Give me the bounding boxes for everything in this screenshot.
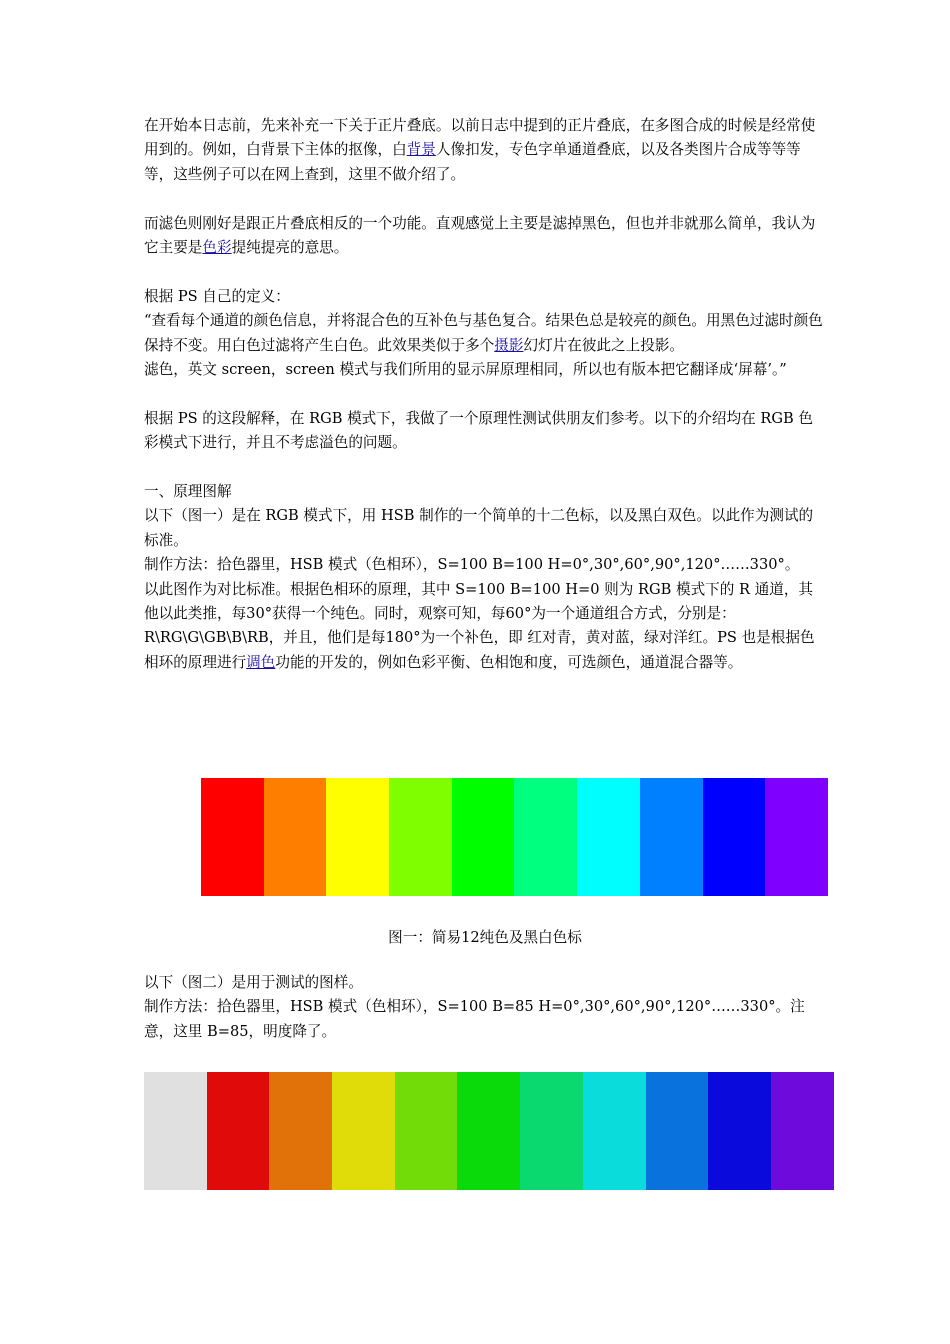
figure1-swatch-3 — [326, 778, 389, 896]
figure2-swatch-3 — [269, 1072, 332, 1190]
article-body — [144, 114, 826, 675]
link-background[interactable]: 背景 — [406, 141, 436, 159]
figure2-intro: 以下（图二）是用于测试的图样。 — [144, 974, 363, 991]
figure1-swatch-10 — [765, 778, 828, 896]
link-adjust-color[interactable]: 调色 — [246, 653, 276, 671]
figure1-swatch-6 — [514, 778, 577, 896]
figure2-swatch-2 — [207, 1072, 270, 1190]
figure2-swatch-9 — [646, 1072, 709, 1190]
figure2-text — [144, 971, 826, 1044]
definition-heading: 根据 PS 自己的定义： — [144, 287, 290, 305]
figure1-swatch-8 — [640, 778, 703, 896]
section-intro: 以下（图一）是在 RGB 模式下，用 HSB 制作的一个简单的十二色标，以及黑白双色。以此作为测试的标准。 — [144, 507, 814, 549]
figure1-color-strip — [201, 778, 828, 896]
figure1-swatch-9 — [703, 778, 766, 896]
figure2-swatch-7 — [520, 1072, 583, 1190]
figure1-swatch-7 — [577, 778, 640, 896]
paragraph-screen: 而滤色则刚好是跟正片叠底相反的一个功能。直观感觉上主要是滤掉黑色，但也并非就那么简单，我认为它主要是色彩提纯提亮的意思。 — [144, 214, 816, 257]
paragraph-intro: 在开始本日志前，先来补充一下关于正片叠底。以前日志中提到的正片叠底，在多图合成的时候是经常使用到的。例如，白背景下主体的抠像，白背景人像扣发，专色字单通道叠底，以及各类图片合成等等等等，这些例子可以在网上查到，这里不做介绍了。 — [144, 117, 816, 183]
figure2-swatch-11 — [771, 1072, 834, 1190]
figure2-swatch-4 — [332, 1072, 395, 1190]
figure2-swatch-8 — [583, 1072, 646, 1190]
figure1-swatch-4 — [389, 778, 452, 896]
figure2-swatch-5 — [395, 1072, 458, 1190]
definition-quote: “查看每个通道的颜色信息，并将混合色的互补色与基色复合。结果色总是较亮的颜色。用黑色过滤时颜色保持不变。用白色过滤将产生白色。此效果类似于多个摄影幻灯片在彼此之上投影。 — [144, 312, 823, 354]
link-photography[interactable]: 摄影 — [494, 336, 524, 354]
figure1-swatch-1 — [201, 778, 264, 896]
figure2-swatch-6 — [457, 1072, 520, 1190]
section-explain: 以此图作为对比标准。根据色相环的原理，其中 S=100 B=100 H=0 则为 RGB 模式下的 R 通道，其他以此类推，每30°获得一个纯色。同时，观察可知，每60°为一个通道组合方式，分别是：R\RG\G\GB\B\RB，并且，他们是每180°为一个补色，即 红对青，黄对蓝，绿对洋红。PS 也是根据色相环的原理进行调色功能的开发的，例如色彩平衡、色相饱和度，可选颜色，通道混合器等。 — [144, 580, 815, 671]
figure2-swatch-1 — [144, 1072, 207, 1190]
section-title: 一、原理图解 — [144, 483, 232, 501]
figure2-method: 制作方法：拾色器里，HSB 模式（色相环），S=100 B=85 H=0°,30°,60°,90°,120°……330°。注意，这里 B=85，明度降了。 — [144, 998, 805, 1040]
link-color[interactable]: 色彩 — [202, 239, 232, 257]
figure2-swatch-10 — [708, 1072, 771, 1190]
figure1-caption: 图一：简易12纯色及黑白色标 — [388, 929, 582, 946]
figure2-color-strip — [144, 1072, 834, 1190]
figure1-swatch-5 — [452, 778, 515, 896]
paragraph-test: 根据 PS 的这段解释，在 RGB 模式下，我做了一个原理性测试供朋友们参考。以下的介绍均在 RGB 色彩模式下进行，并且不考虑溢色的问题。 — [144, 409, 813, 452]
figure1-swatch-2 — [264, 778, 327, 896]
definition-quote-2: 滤色，英文 screen，screen 模式与我们所用的显示屏原理相同，所以也有版本把它翻译成‘屏幕’。” — [144, 361, 787, 379]
section-method: 制作方法：拾色器里，HSB 模式（色相环），S=100 B=100 H=0°,30°,60°,90°,120°……330°。 — [144, 556, 800, 574]
